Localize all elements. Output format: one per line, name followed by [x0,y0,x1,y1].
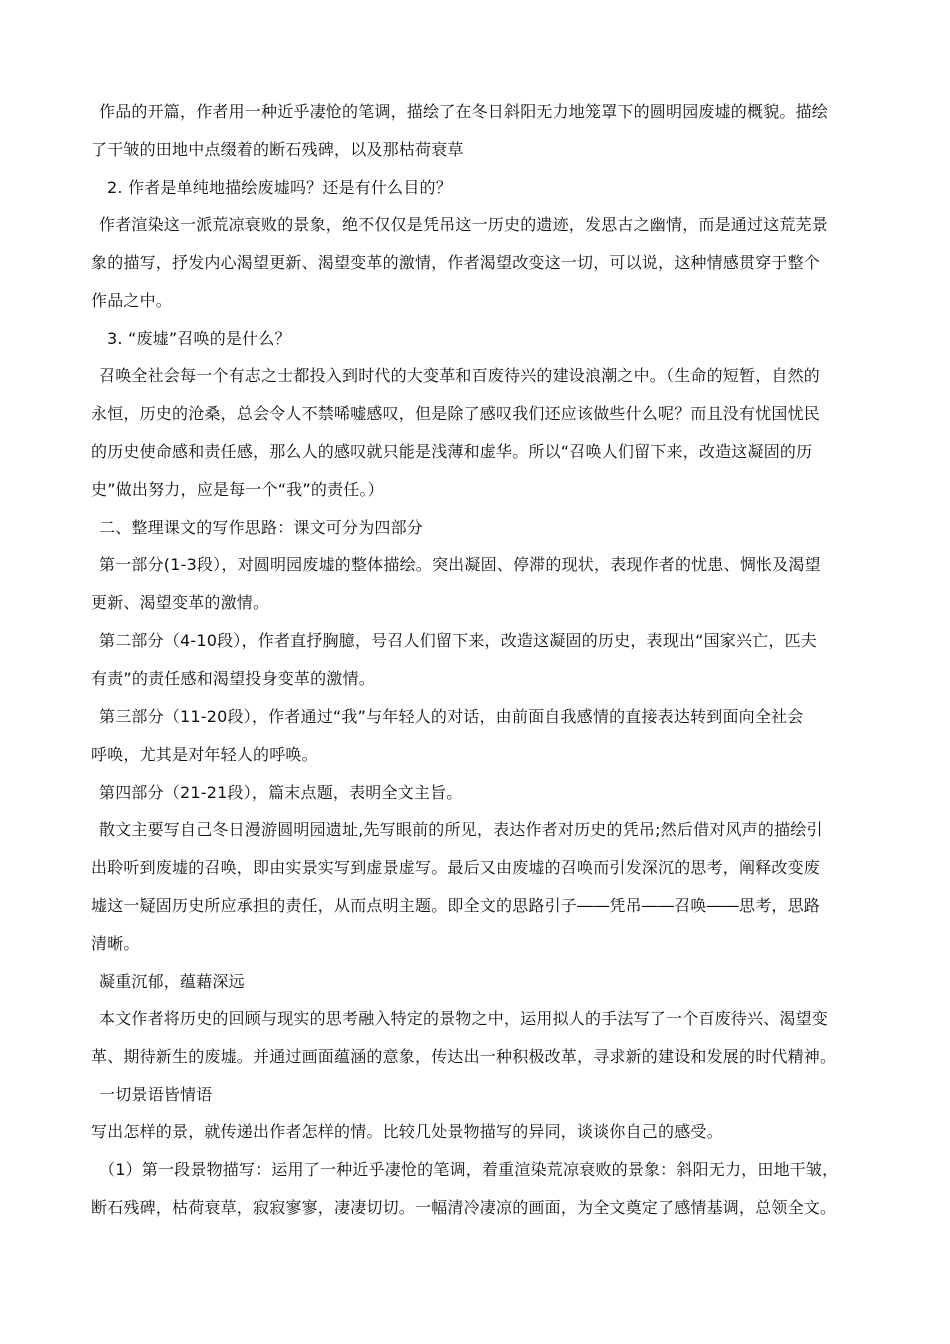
paragraph-line: 象的描写，抒发内心渴望更新、渴望变革的激情，作者渴望改变这一切，可以说，这种情感贯穿于整个 [91,253,821,272]
paragraph-line: 更新、渴望变革的激情。 [91,593,270,612]
paragraph-line: 本文作者将历史的回顾与现实的思考融入特定的景物之中，运用拟人的手法写了一个百废待兴、渴望变 [99,1009,829,1028]
paragraph-line: 作品之中。 [91,291,173,310]
paragraph-line: 有责”的责任感和渴望投身变革的激情。 [91,669,375,688]
section-heading: 凝重沉郁，蕴藉深远 [99,972,245,991]
paragraph-line: 清晰。 [91,934,140,953]
paragraph-line: 了干皱的田地中点缀着的断石残碑，以及那枯荷衰草 [91,140,464,159]
question-line: 3. “废墟”召唤的是什么？ [107,329,291,348]
paragraph-line: 出聆听到废墟的召唤，即由实景实写到虚景虚写。最后又由废墟的召唤而引发深沉的思考，阐释改变废 [91,858,821,877]
paragraph-line: 的历史使命感和责任感，那么人的感叹就只能是浅薄和虚华。所以“召唤人们留下来，改造这凝固的历 [91,442,813,461]
paragraph-line: 散文主要写自己冬日漫游圆明园遗址,先写眼前的所见，表达作者对历史的凭吊;然后借对风声的描绘引 [99,820,823,839]
paragraph-line: 永恒，历史的沧桑，总会令人不禁唏嘘感叹，但是除了感叹我们还应该做些什么呢？而且没有忧国忧民 [91,404,821,423]
question-line: 2. 作者是单纯地描绘废墟吗？还是有什么目的？ [107,178,452,197]
paragraph-line: 第三部分（11-20段），作者通过“我”与年轻人的对话，由前面自我感情的直接表达转到面向全社会 [99,707,804,726]
paragraph-line: 召唤全社会每一个有志之士都投入到时代的大变革和百废待兴的建设浪潮之中。（生命的短暂，自然的 [99,366,821,385]
paragraph-line: 作者渲染这一派荒凉衰败的景象，绝不仅仅是凭吊这一历史的遗迹，发思古之幽情，而是通过这荒芜景 [99,215,829,234]
section-heading: 二、整理课文的写作思路：课文可分为四部分 [99,518,424,537]
paragraph-line: 革、期待新生的废墟。并通过画面蕴涵的意象，传达出一种积极改革，寻求新的建设和发展的时代精神。 [91,1047,837,1066]
paragraph-line: （1）第一段景物描写：运用了一种近乎凄怆的笔调，着重渲染荒凉衰败的景象：斜阳无力，田地干皱， [99,1160,839,1179]
paragraph-line: 呼唤，尤其是对年轻人的呼唤。 [91,745,318,764]
paragraph-line: 作品的开篇，作者用一种近乎凄怆的笔调，描绘了在冬日斜阳无力地笼罩下的圆明园废墟的概貌。描绘 [99,102,829,121]
paragraph-line: 写出怎样的景，就传递出作者怎样的情。比较几处景物描写的异同，谈谈你自己的感受。 [91,1122,723,1141]
paragraph-line: 史”做出努力，应是每一个“我”的责任。） [91,480,384,499]
section-heading: 一切景语皆情语 [99,1085,213,1104]
paragraph-line: 第二部分（4-10段），作者直抒胸臆，号召人们留下来，改造这凝固的历史，表现出“国家兴亡，匹夫 [99,631,818,650]
paragraph-line: 墟这一疑固历史所应承担的责任，从而点明主题。即全文的思路引子――凭吊――召唤――思考，思路 [91,896,821,915]
paragraph-line: 第一部分(1-3段），对圆明园废墟的整体描绘。突出凝固、停滞的现状，表现作者的忧患、惆怅及渴望 [99,555,821,574]
paragraph-line: 断石残碑，枯荷衰草，寂寂寥寥，凄凄切切。一幅清冷凄凉的画面，为全文奠定了感情基调，总领全文。 [91,1198,837,1217]
paragraph-line: 第四部分（21-21段），篇末点题，表明全文主旨。 [99,783,463,802]
document-body [91,93,871,1227]
